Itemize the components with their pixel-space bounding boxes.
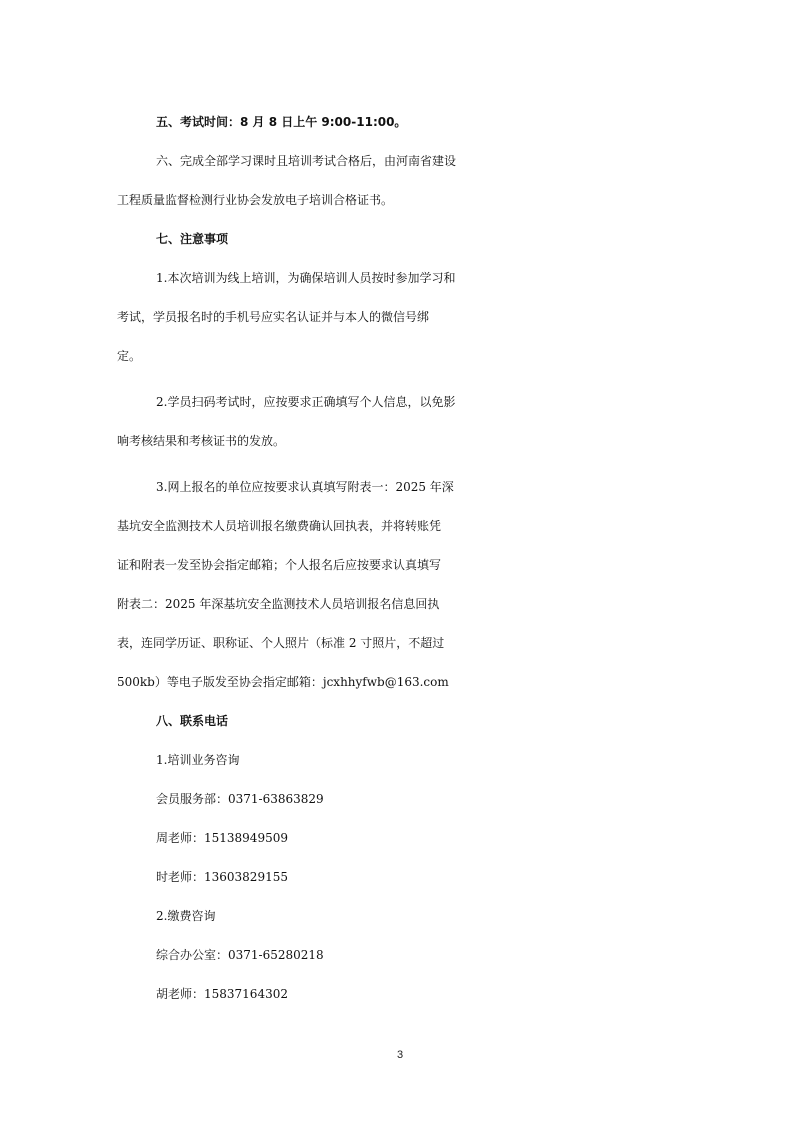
section-6-line-2: 工程质量监督检测行业协会发放电子培训合格证书。 [117, 193, 394, 207]
contact-member-services: 会员服务部：0371-63863829 [156, 792, 324, 806]
contact-teacher-shi: 时老师：13603829155 [156, 870, 288, 884]
section-5-exam-time: 五、考试时间：8 月 8 日上午 9:00-11:00。 [156, 115, 407, 129]
contact-training-heading: 1.培训业务咨询 [156, 753, 240, 767]
notice-1-line-2: 考试，学员报名时的手机号应实名认证并与本人的微信号绑 [117, 310, 430, 324]
notice-1-line-3: 定。 [117, 349, 142, 363]
contact-payment-heading: 2.缴费咨询 [156, 909, 216, 923]
section-7-heading: 七、注意事项 [156, 232, 229, 246]
notice-3-line-4: 附表二：2025 年深基坑安全监测技术人员培训报名信息回执 [117, 597, 440, 611]
notice-3-line-2: 基坑安全监测技术人员培训报名缴费确认回执表，并将转账凭 [117, 519, 442, 533]
contact-teacher-hu: 胡老师：15837164302 [156, 987, 288, 1001]
contact-teacher-zhou: 周老师：15138949509 [156, 831, 288, 845]
notice-1-line-1: 1.本次培训为线上培训，为确保培训人员按时参加学习和 [156, 271, 456, 285]
notice-3-line-1: 3.网上报名的单位应按要求认真填写附表一：2025 年深 [156, 480, 454, 494]
notice-3-line-6: 500kb）等电子版发至协会指定邮箱：jcxhhyfwb@163.com [117, 675, 449, 689]
section-6-line-1: 六、完成全部学习课时且培训考试合格后，由河南省建设 [156, 154, 457, 168]
page-number: 3 [396, 1049, 404, 1061]
contact-general-office: 综合办公室：0371-65280218 [156, 948, 324, 962]
notice-2-line-2: 响考核结果和考核证书的发放。 [117, 434, 286, 448]
notice-3-line-3: 证和附表一发至协会指定邮箱；个人报名后应按要求认真填写 [117, 558, 442, 572]
section-8-heading: 八、联系电话 [156, 714, 229, 728]
notice-3-line-5: 表，连同学历证、职称证、个人照片（标准 2 寸照片，不超过 [117, 636, 445, 650]
notice-2-line-1: 2.学员扫码考试时，应按要求正确填写个人信息，以免影 [156, 395, 456, 409]
